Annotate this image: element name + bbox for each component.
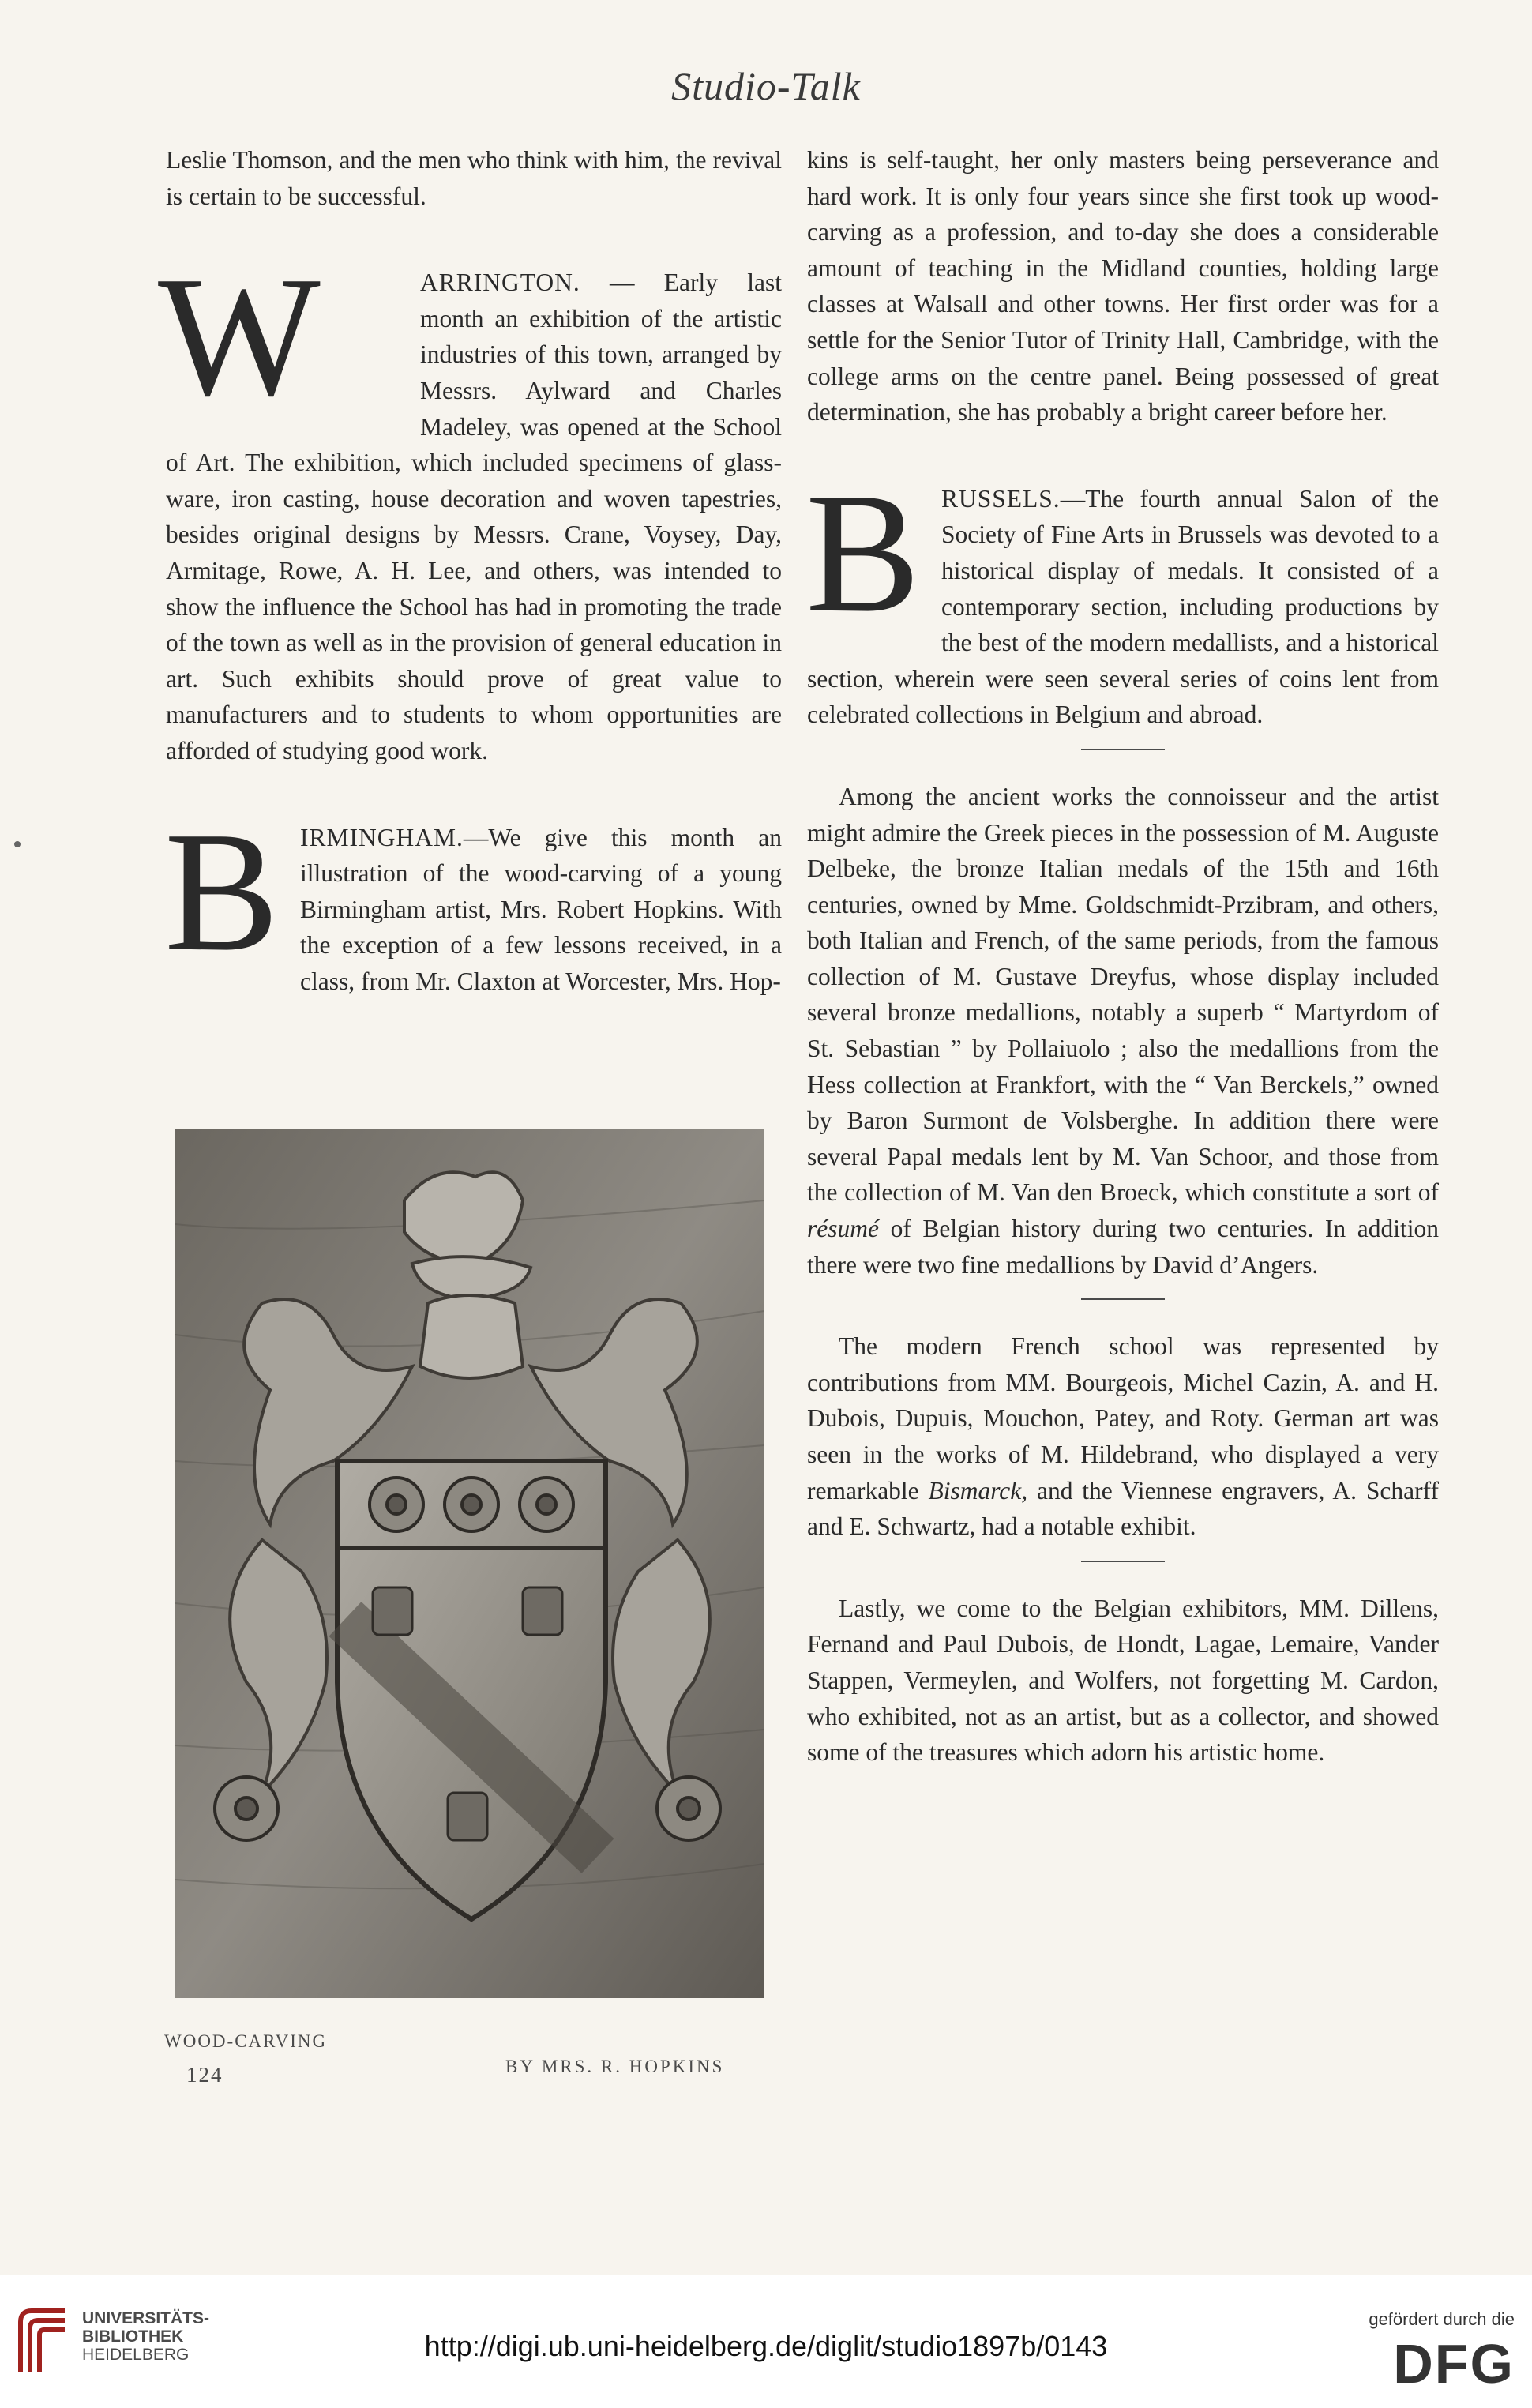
heading-birmingham: IRMINGHAM. — [300, 823, 464, 851]
digitization-footer — [0, 2275, 1532, 2408]
text-brussels: —The fourth annual Salon of the Society of Fine Arts in Brussels was devoted to a historical display of medals. It consisted of a contemporary section, including productions by the best of the modern medallists, and a historical section, wherein were seen several series of coins lent from celebrated collections in Belgium and abroad. — [807, 484, 1439, 729]
dfg-logo: DFG — [1393, 2333, 1515, 2395]
coat-of-arms-carving — [175, 1129, 764, 1998]
permalink-url[interactable]: http://digi.ub.uni-heidelberg.de/diglit/studio1897b/0143 — [424, 2330, 1108, 2362]
italic-bismarck: Bismarck, — [928, 1476, 1028, 1505]
paragraph-birmingham — [164, 796, 782, 1000]
wood-carving-illustration — [175, 1129, 764, 1998]
library-name: UNIVERSITÄTS- BIBLIOTHEK HEIDELBERG — [82, 2309, 210, 2364]
paragraph-leslie-thomson: Leslie Thomson, and the men who think with him, the revival is certain to be successful. — [166, 146, 782, 210]
section-divider — [1081, 1561, 1165, 1562]
figure-caption-title: WOOD-CARVING — [164, 2031, 328, 2051]
running-title: Studio-Talk — [671, 64, 861, 108]
left-column — [158, 142, 782, 999]
heading-warrington: ARRINGTON. — [420, 269, 580, 297]
paragraph-warrington — [158, 242, 782, 768]
section-divider — [1081, 749, 1165, 750]
paragraph-brussels — [805, 457, 1439, 733]
paragraph-ancient-works: Among the ancient works the connoisseur and the artist might admire the Greek pieces in the possession of M. Auguste Delbeke, the bronze Italian medals of the 15th and 16th centuries, owned by Mme. Goldschmidt-Przibram, and others, both Italian and French, of the same periods, from the famous collection of M. Gustave Dreyfus, whose display included several bronze medallions, notably a superb “ Martyrdom of St. Sebastian ” by Pollaiuolo ; also the medallions from the Hess collection at Frankfort, with the “ Van Berckels,” owned by Baron Surmont de Volsberghe. In addition there were several Papal medals lent by M. Van Schoor, and those from the collection of M. Van den Broeck, which constitute a sort of résumé of Belgian history during two centuries. In addition there were two fine medallions by David d’Angers. — [807, 782, 1439, 1279]
section-divider — [1081, 1298, 1165, 1300]
right-column — [807, 142, 1439, 1771]
italic-resume: résumé — [807, 1215, 879, 1243]
funding-label: gefördert durch die — [1369, 2309, 1515, 2329]
text-warrington: — Early last month an exhibition of the artistic industries of this town, arranged by Messrs. Aylward and Charles Madeley, was opened at the School of Art. The exhibition, which included specimens of glass-ware, iron casting, house decoration and woven tapestries, besides original designs by Messrs. Crane, Voysey, Day, Armitage, Rowe, A. H. Lee, and others, was intended to show the influence the School has had in promoting the trade of the town as well as in the provision of general education in art. Such exhibits should prove of great value to manufacturers and to students to whom opportunities are afforded of studying good work. — [166, 269, 782, 764]
text-birmingham: —We give this month an illustration of the wood-carving of a young Birmingham artist, Mrs. Robert Hopkins. With the exception of a few lessons received, in a class, from Mr. Claxton at Worcester, Mrs. Hop- — [300, 823, 782, 995]
dropcap-b-birmingham: B — [164, 796, 280, 987]
paragraph-belgian-exhibitors: Lastly, we come to the Belgian exhibitors, MM. Dillens, Fernand and Paul Dubois, de Hondt, Lagae, Lemaire, Vander Stappen, Vermeylen, and Wolfers, not forgetting M. Cardon, who exhibited, not as an artist, but as a collector, and showed some of the treasures which adorn his artistic home. — [807, 1594, 1439, 1767]
figure-caption-credit: BY MRS. R. HOPKINS — [505, 2057, 725, 2076]
dropcap-b-brussels: B — [805, 457, 921, 648]
dropcap-w: W — [158, 242, 321, 433]
page-number: 124 — [186, 2063, 223, 2087]
paragraph-hopkins-continued: kins is self-taught, her only masters being perseverance and hard work. It is only four years since she first took up wood-carving as a profession, and to-day she does a considerable amount of teaching in the Midland counties, holding large classes at Walsall and other towns. Her first order was for a settle for the Senior Tutor of Trinity Hall, Cambridge, with the college arms on the centre panel. Being possessed of great determination, she has probably a bright career before her. — [807, 146, 1439, 426]
paragraph-french-school: The modern French school was represented by contributions from MM. Bourgeois, Michel Cazin, A. and H. Dubois, Dupuis, Mouchon, Patey, and Roty. German art was seen in the works of M. Hildebrand, who displayed a very remarkable Bismarck, and the Viennese engravers, A. Scharff and E. Schwartz, had a notable exhibit. — [807, 1332, 1439, 1541]
heading-brussels: RUSSELS. — [941, 484, 1061, 513]
scan-speck — [14, 841, 21, 847]
